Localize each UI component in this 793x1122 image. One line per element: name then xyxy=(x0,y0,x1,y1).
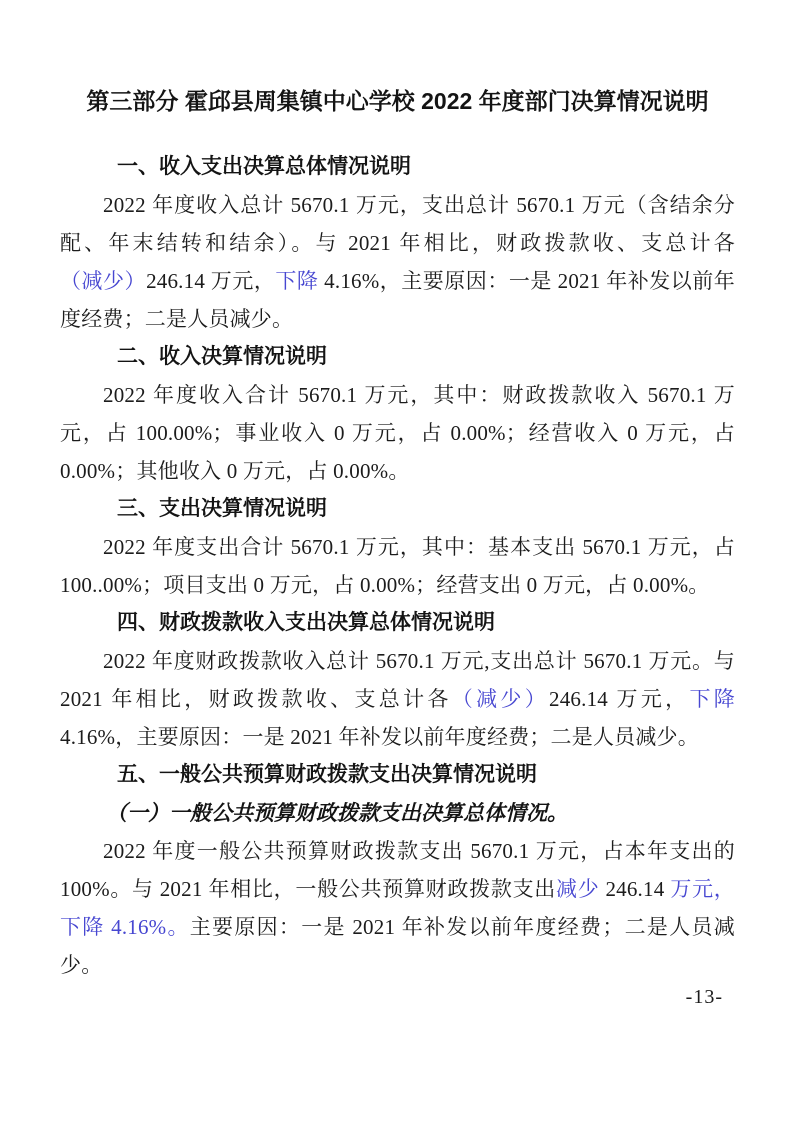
accent-text-run: （减少） xyxy=(60,269,147,293)
text-run: 2022 年度财政拨款收入总计 5670.1 万元,支出总计 5670.1 万元。与 2021 年相比，财政拨款收、支总计各 xyxy=(60,649,735,711)
text-run: 2022 年度收入合计 5670.1 万元，其中：财政拨款收入 5670.1 万元，占 100.00%；事业收入 0 万元，占 0.00%；经营收入 0 万元，占 0.00%；其他收入 0 万元，占 0.00%。 xyxy=(60,383,735,483)
section-heading: 三、支出决算情况说明 xyxy=(117,497,327,520)
page-title: 第三部分 霍邱县周集镇中心学校 2022 年度部门决算情况说明 xyxy=(86,88,709,114)
paragraph xyxy=(60,186,735,338)
paragraph xyxy=(60,528,735,604)
section-heading: 四、财政拨款收入支出决算总体情况说明 xyxy=(117,611,495,634)
text-run: 246.14 xyxy=(599,877,671,901)
section-heading: 二、收入决算情况说明 xyxy=(117,345,327,368)
text-run: 2022 年度一般公共预算财政拨款支出 5670.1 万元，占本年支出的 100%。与 2021 年相比，一般公共预算财政拨款支出 xyxy=(60,839,735,901)
accent-text-run: 减少 xyxy=(556,877,600,901)
section-heading: 一、收入支出决算总体情况说明 xyxy=(117,155,411,178)
accent-text-run: 下降 xyxy=(275,269,319,293)
text-run: 246.14 万元， xyxy=(549,687,690,711)
paragraph xyxy=(60,642,735,756)
accent-text-run: （减少） xyxy=(451,687,550,711)
text-run: 2022 年度支出合计 5670.1 万元，其中：基本支出 5670.1 万元，占 100..00%；项目支出 0 万元，占 0.00%；经营支出 0 万元，占 0.00%。 xyxy=(60,535,735,597)
document-sections xyxy=(60,148,735,984)
section-heading: 五、一般公共预算财政拨款支出决算情况说明 xyxy=(117,763,537,786)
text-run: 主要原因：一是 2021 年补发以前年度经费；二是人员减少。 xyxy=(60,915,735,977)
text-run: 246.14 万元， xyxy=(146,269,276,293)
text-run: 4.16%，主要原因：一是 2021 年补发以前年度经费；二是人员减少。 xyxy=(60,725,699,749)
paragraph xyxy=(60,376,735,490)
accent-text-run: 万元，下降 4.16%。 xyxy=(60,877,735,939)
section-subheading: （一）一般公共预算财政拨款支出决算总体情况。 xyxy=(106,801,568,825)
page-number: -13- xyxy=(685,986,723,1008)
text-run: 4.16%，主要原因：一是 2021 年补发以前年度经费；二是人员减少。 xyxy=(60,269,735,331)
accent-text-run: 下降 xyxy=(689,687,735,711)
text-run: 2022 年度收入总计 5670.1 万元，支出总计 5670.1 万元（含结余分配、年末结转和结余）。与 2021 年相比，财政拨款收、支总计各 xyxy=(60,193,735,255)
paragraph xyxy=(60,832,735,984)
